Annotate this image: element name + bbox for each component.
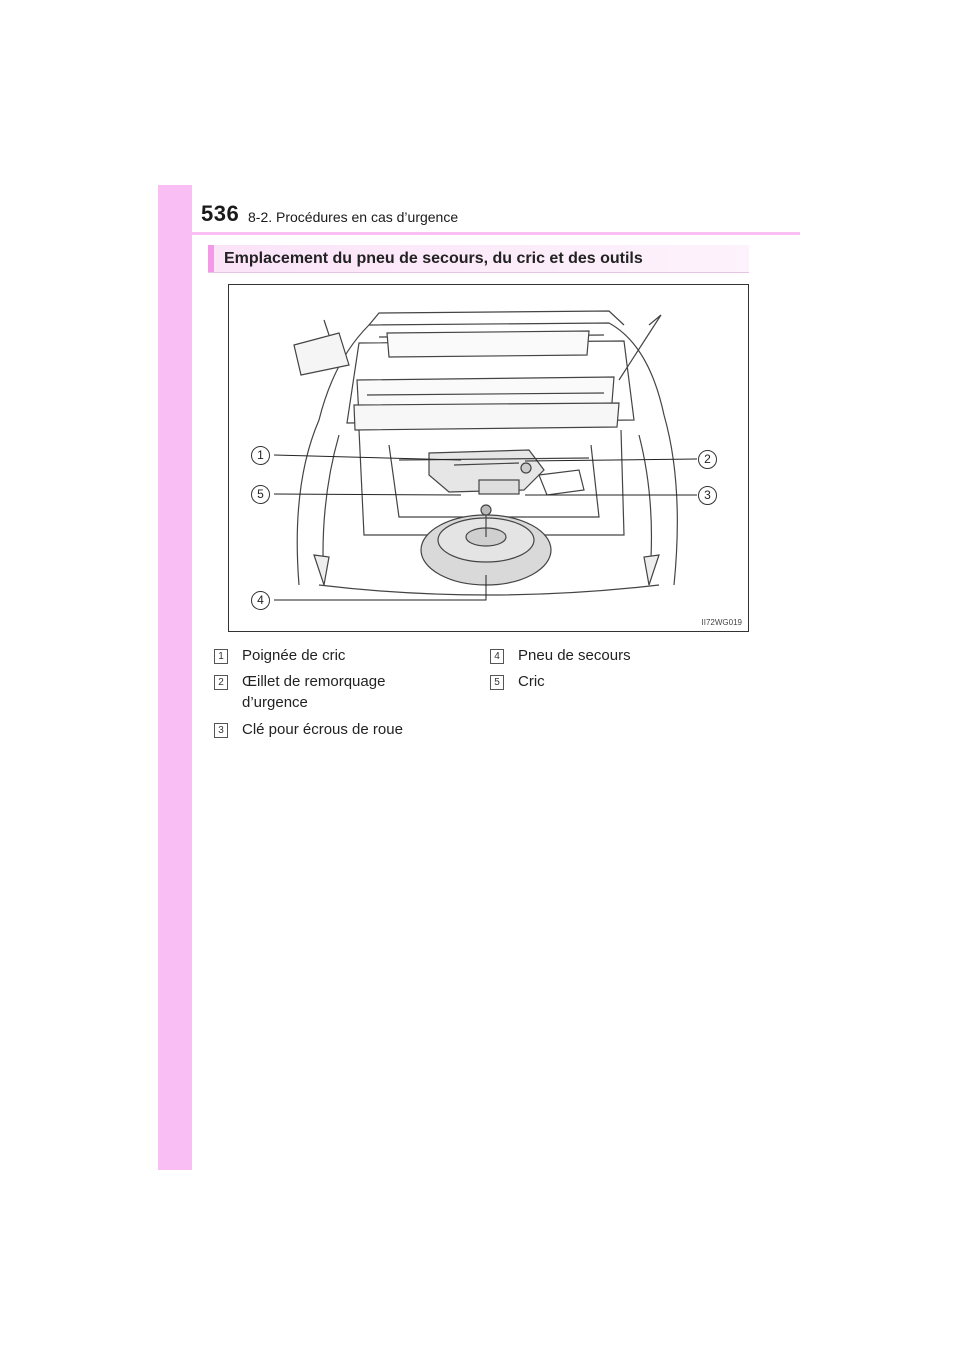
trunk-illustration: [228, 284, 749, 632]
leader-5: [274, 494, 461, 495]
header-rule: [158, 232, 800, 235]
legend-badge: 1: [214, 649, 228, 664]
legend-badge: 3: [214, 723, 228, 738]
legend-label: Clé pour écrous de roue: [242, 721, 403, 738]
section-heading: [208, 245, 749, 273]
figure-code: II72WG019: [701, 618, 742, 627]
legend-label: Œillet de remorquage d’urgence: [242, 673, 386, 711]
leader-2: [525, 459, 697, 461]
legend-label: Cric: [518, 673, 545, 690]
section-title: 8-2. Procédures en cas d’urgence: [248, 209, 459, 225]
heading-accent: [208, 245, 214, 272]
legend-badge: 2: [214, 675, 228, 690]
callout-2: 2: [698, 450, 717, 469]
trunk-drawing: [229, 285, 748, 631]
page-number: 536: [201, 201, 240, 226]
side-tab-band: [158, 185, 192, 1170]
callout-3: 3: [698, 486, 717, 505]
heading-title: Emplacement du pneu de secours, du cric et des outils: [224, 250, 643, 267]
legend-label: Poignée de cric: [242, 647, 346, 664]
legend-badge: 4: [490, 649, 504, 664]
legend-badge: 5: [490, 675, 504, 690]
callout-4: 4: [251, 591, 270, 610]
callout-1: 1: [251, 446, 270, 465]
callout-5: 5: [251, 485, 270, 504]
legend-label: Pneu de secours: [518, 647, 631, 664]
